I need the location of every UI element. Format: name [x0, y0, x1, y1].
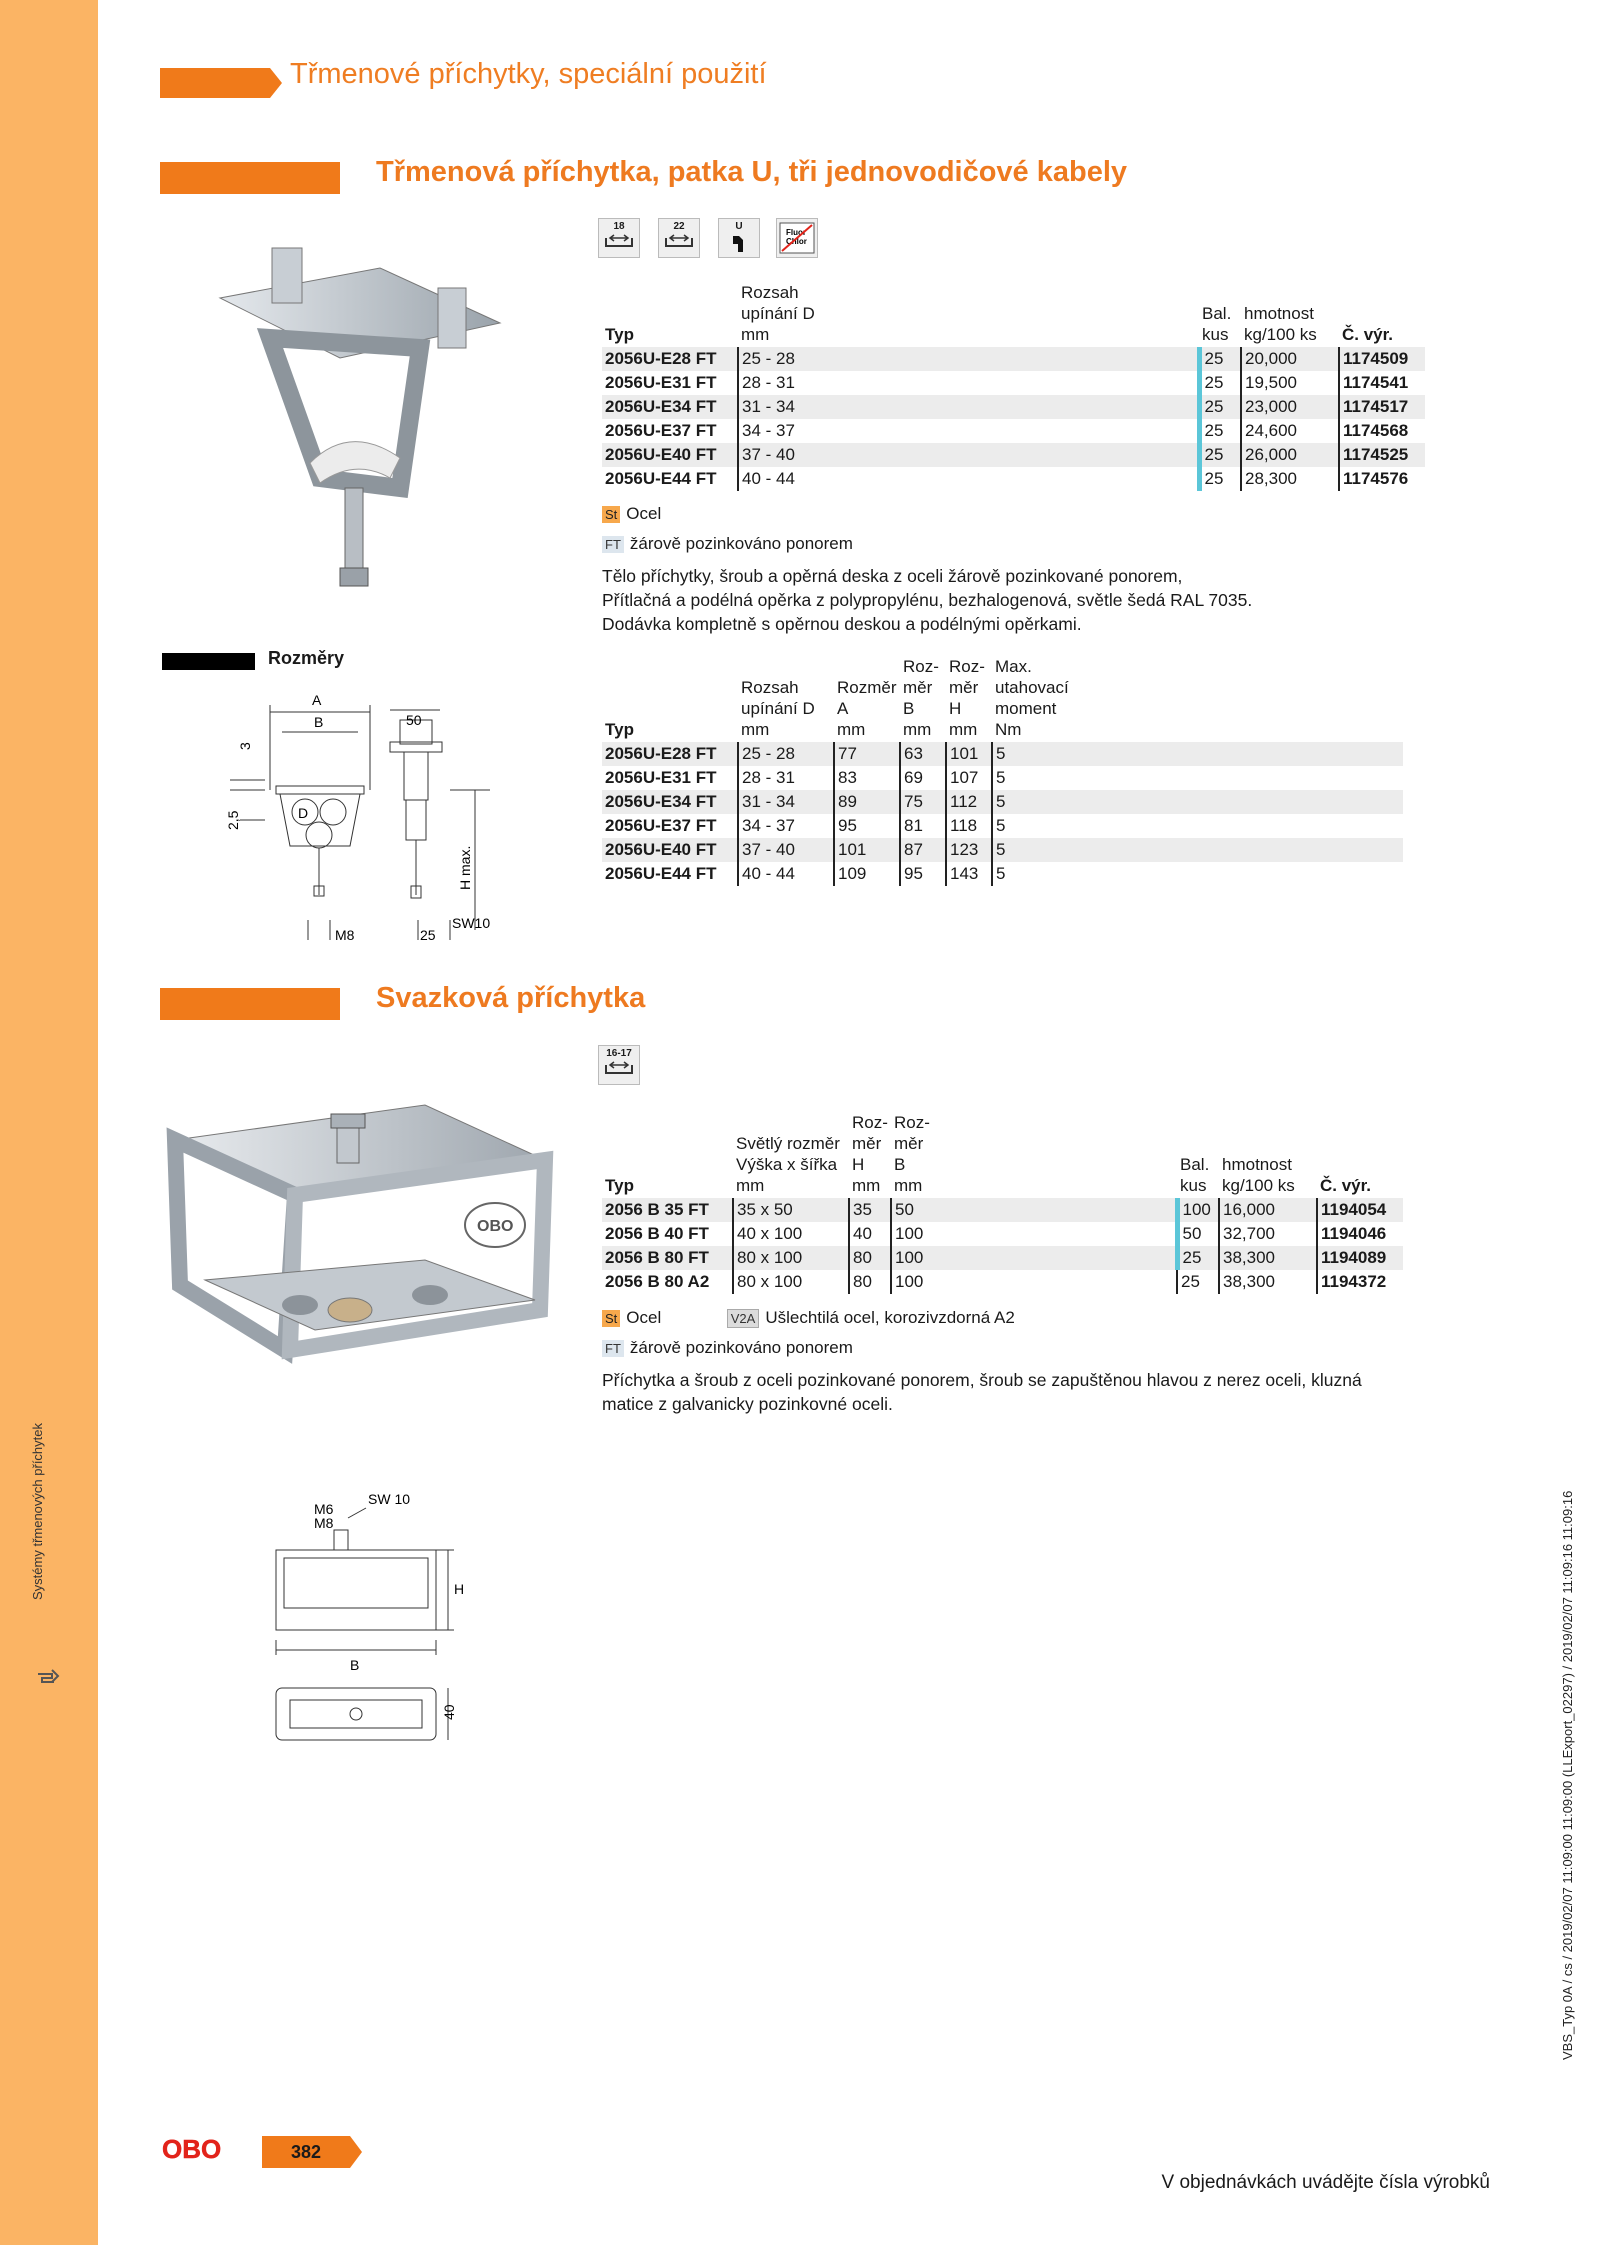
material-ft: FT žárově pozinkováno ponorem — [602, 1338, 853, 1358]
table-row: 2056U-E44 FT 40 - 44 109 95 143 5 — [602, 862, 1403, 886]
table-row: 2056U-E37 FT 34 - 37 25 24,600 1174568 — [602, 419, 1425, 443]
footer-note: V objednávkách uvádějte čísla výrobků — [1161, 2172, 1490, 2193]
svg-text:Chlor: Chlor — [786, 237, 807, 246]
table-row: 2056U-E31 FT 28 - 31 25 19,500 1174541 — [602, 371, 1425, 395]
drawing-label-b: B — [350, 1657, 360, 1673]
table-row: 2056 B 80 A2 80 x 100 80 100 25 38,300 1194372 — [602, 1270, 1403, 1294]
table-row: 2056 B 40 FT 40 x 100 40 100 50 32,700 1194046 — [602, 1222, 1403, 1246]
clip-icon — [36, 1668, 60, 1688]
drawing-label-50: 50 — [406, 712, 422, 728]
halogen-free-icon — [776, 218, 818, 258]
col-cvyr: Č. výr. — [1342, 325, 1394, 344]
u-foot-icon: U — [718, 218, 760, 258]
drawing-label-sw10: SW10 — [452, 915, 491, 931]
col-h: Roz- měr H mm — [949, 657, 985, 739]
table-row: 2056U-E37 FT 34 - 37 95 81 118 5 — [602, 814, 1403, 838]
obo-logo — [160, 2134, 240, 2164]
table-row: 2056U-E40 FT 37 - 40 25 26,000 1174525 — [602, 443, 1425, 467]
sidebar-text: Systémy třmenových příchytek — [30, 1423, 45, 1600]
drawing-label-sw10: SW 10 — [368, 1491, 411, 1507]
col-rozsah: Rozsah upínání D mm — [741, 678, 815, 739]
col-rozmer: Světlý rozměr Výška x šířka mm — [736, 1134, 840, 1195]
table-row: 2056U-E34 FT 31 - 34 25 23,000 1174517 — [602, 395, 1425, 419]
header-tab-arrow — [270, 68, 282, 98]
bundle-clamp-product-image — [165, 1100, 555, 1370]
table-row: 2056 B 35 FT 35 x 50 35 50 100 16,000 1194054 — [602, 1198, 1403, 1222]
length-arrow-icon: 18 — [598, 218, 640, 258]
drawing-label-m8: M8 — [314, 1515, 334, 1531]
description-2: Příchytka a šroub z oceli pozinkované ponorem, šroub se zapuštěnou hlavou z nerez oceli, kluzná matice z galvanicky pozinkovné oceli. — [602, 1370, 1362, 1414]
table-row: 2056U-E34 FT 31 - 34 89 75 112 5 — [602, 790, 1403, 814]
col-rozsah: Rozsah upínání D mm — [741, 283, 815, 344]
drawing-label-2-5: 2,5 — [225, 810, 241, 830]
drawing-label-m8: M8 — [335, 927, 355, 943]
product-table-1 — [602, 282, 1425, 491]
clamp-product-image — [210, 228, 510, 598]
table-row: 2056U-E40 FT 37 - 40 101 87 123 5 — [602, 838, 1403, 862]
page-title: Třmenové příchytky, speciální použití — [290, 58, 767, 90]
col-hmotnost: hmotnost kg/100 ks — [1222, 1155, 1295, 1195]
table-row: 2056U-E31 FT 28 - 31 83 69 107 5 — [602, 766, 1403, 790]
svg-text:OBO: OBO — [162, 2134, 222, 2164]
length-arrow-icon: 16-17 — [598, 1045, 640, 1085]
drawing-label-40: 40 — [441, 1704, 457, 1720]
page-tab-arrow — [350, 2136, 362, 2168]
dimensions-table — [602, 656, 1403, 886]
section1-tab — [160, 162, 340, 194]
col-cvyr: Č. výr. — [1320, 1176, 1372, 1195]
clamp-dimension-drawing — [220, 690, 510, 960]
col-typ: Typ — [605, 1176, 634, 1195]
col-moment: Max. utahovací moment Nm — [995, 657, 1069, 739]
col-a: Rozměr A mm — [837, 678, 897, 739]
dimensions-tab — [162, 653, 255, 670]
sidebar — [0, 0, 98, 2245]
table-row: 2056U-E28 FT 25 - 28 77 63 101 5 — [602, 742, 1403, 766]
drawing-label-b: B — [314, 714, 324, 730]
section1-title: Třmenová příchytka, patka U, tři jednovodičové kabely — [376, 156, 1128, 188]
col-hmotnost: hmotnost kg/100 ks — [1244, 304, 1317, 344]
table-row: 2056 B 80 FT 80 x 100 80 100 25 38,300 1194089 — [602, 1246, 1403, 1270]
table-row: 2056U-E28 FT 25 - 28 25 20,000 1174509 — [602, 347, 1425, 371]
drawing-label-h: H — [454, 1581, 465, 1597]
page-number: 382 — [290, 2142, 322, 2162]
col-typ: Typ — [605, 720, 634, 739]
dimensions-label: Rozměry — [268, 648, 345, 668]
drawing-label-hmax: H max. — [457, 845, 473, 890]
length-arrow-icon: 22 — [658, 218, 700, 258]
vertical-meta: VBS_Typ 0A / cs / 2019/02/07 11:09:00 11:09:00 (LLExport_02297) / 2019/02/07 11:09:16 11:09:16 — [1560, 1490, 1575, 2060]
section2-tab — [160, 988, 340, 1020]
material-ft: FT žárově pozinkováno ponorem — [602, 534, 853, 554]
description-1: Tělo příchytky, šroub a opěrná deska z oceli žárově pozinkované ponorem, Přítlačná a podélná opěrka z polypropylénu, bezhalogenová, světle šedá RAL 7035. Dodávka kompletně s opěrnou deskou a podélnými opěrkami. — [602, 566, 1253, 634]
material-st-v2a: St Ocel V2A Ušlechtilá ocel, korozivzdorná A2 — [602, 1308, 1015, 1328]
col-b: Roz- měr B mm — [894, 1113, 930, 1195]
bundle-clamp-drawing — [268, 1490, 468, 1760]
col-bal: Bal. kus — [1202, 304, 1232, 344]
svg-text:Fluor: Fluor — [786, 228, 806, 237]
section2-title: Svazková příchytka — [376, 982, 646, 1014]
material-st: St Ocel — [602, 504, 661, 524]
drawing-label-m6: M6 — [314, 1501, 334, 1517]
drawing-label-25: 25 — [420, 927, 436, 943]
header-tab — [160, 68, 270, 98]
col-typ: Typ — [605, 325, 634, 344]
col-h: Roz- měr H mm — [852, 1113, 888, 1195]
obo-emboss-logo: OBO — [477, 1218, 514, 1235]
col-bal: Bal. kus — [1180, 1155, 1210, 1195]
col-b: Roz- měr B mm — [903, 657, 939, 739]
product-table-2 — [602, 1112, 1403, 1294]
drawing-label-a: A — [312, 692, 322, 708]
table-row: 2056U-E44 FT 40 - 44 25 28,300 1174576 — [602, 467, 1425, 491]
drawing-label-3: 3 — [237, 742, 253, 750]
drawing-label-d: D — [298, 805, 309, 821]
